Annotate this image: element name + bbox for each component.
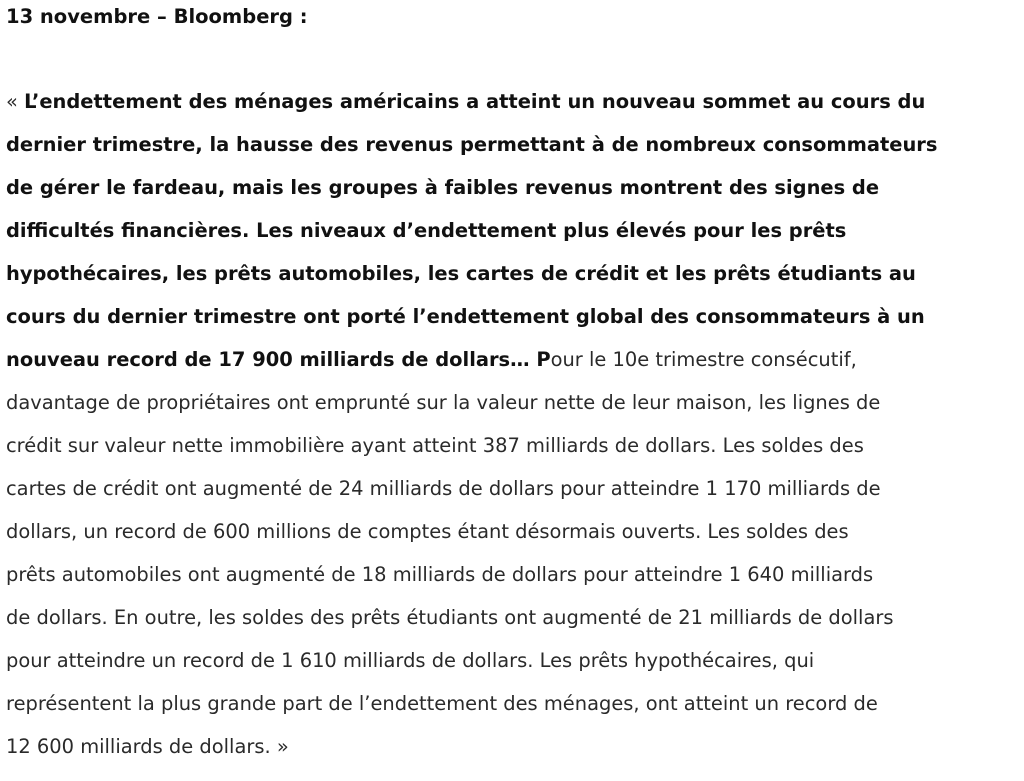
quote-text: pour atteindre un record de 1 610 milliards de dollars. Les prêts hypothécaires, qui [6, 649, 815, 672]
quote-text: davantage de propriétaires ont emprunté sur la valeur nette de leur maison, les lignes de [6, 391, 881, 414]
quote-line [6, 338, 1024, 381]
quote-text: de dollars. En outre, les soldes des prêts étudiants ont augmenté de 21 milliards de dollars [6, 606, 894, 629]
quote-text: crédit sur valeur nette immobilière ayant atteint 387 milliards de dollars. Les soldes des [6, 434, 864, 457]
open-quote-mark: « [6, 90, 25, 113]
quote-bold-text: nouveau record de 17 900 milliards de dollars… P [6, 348, 551, 371]
quote-text: 12 600 milliards de dollars. » [6, 735, 289, 758]
quote-text: our le 10e trimestre consécutif, [550, 348, 857, 371]
quote-block [6, 80, 1024, 768]
quote-bold-text: dernier trimestre, la hausse des revenus permettant à de nombreux consommateurs [6, 133, 938, 156]
quote-text: cartes de crédit ont augmenté de 24 milliards de dollars pour atteindre 1 170 milliards de [6, 477, 881, 500]
quote-bold-text: de gérer le fardeau, mais les groupes à faibles revenus montrent des signes de [6, 176, 880, 199]
quote-bold-text: L’endettement des ménages américains a atteint un nouveau sommet au cours du [24, 90, 926, 113]
quote-bold-text: difficultés financières. Les niveaux d’endettement plus élevés pour les prêts [6, 219, 847, 242]
quote-line [6, 80, 1024, 123]
quote-text: représentent la plus grande part de l’endettement des ménages, ont atteint un record de [6, 692, 878, 715]
quote-bold-text: hypothécaires, les prêts automobiles, les cartes de crédit et les prêts étudiants au [6, 262, 916, 285]
quote-text: prêts automobiles ont augmenté de 18 milliards de dollars pour atteindre 1 640 milliards [6, 563, 874, 586]
quote-text: dollars, un record de 600 millions de comptes étant désormais ouverts. Les soldes des [6, 520, 849, 543]
article-heading: 13 novembre – Bloomberg : [6, 5, 308, 28]
quote-bold-text: cours du dernier trimestre ont porté l’endettement global des consommateurs à un [6, 305, 925, 328]
